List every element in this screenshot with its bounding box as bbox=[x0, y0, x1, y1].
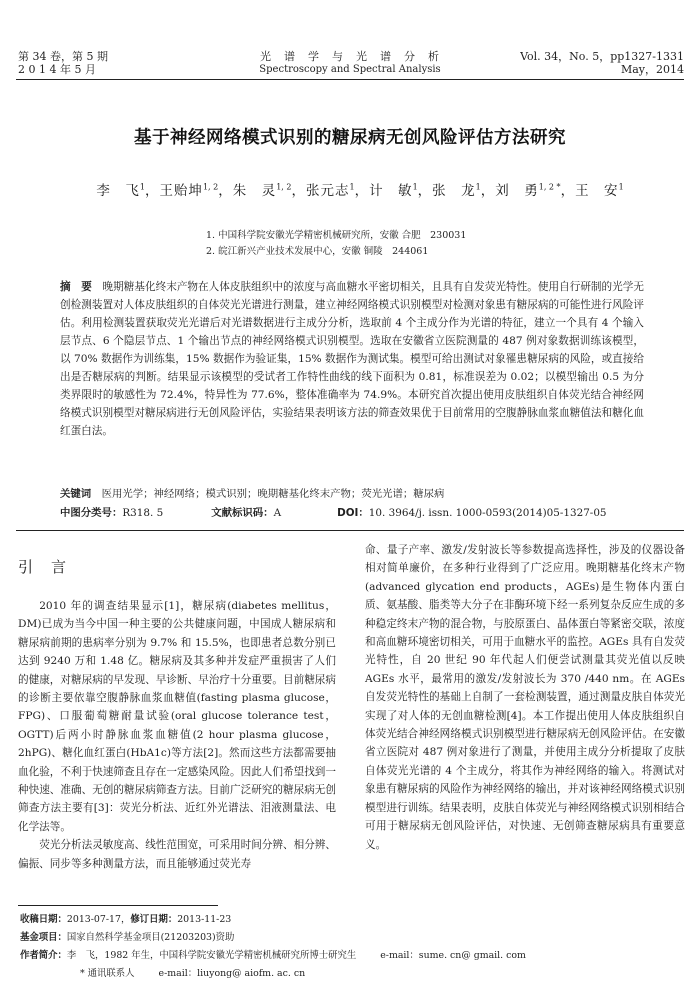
fund-value: 国家自然科学基金项目(21203203)资助 bbox=[66, 932, 235, 943]
keywords-text: 医用光学；神经网络；模式识别；晚期糖基化终末产物；荧光光谱；糖尿病 bbox=[101, 488, 445, 500]
header-rule bbox=[16, 79, 684, 80]
clc-value: R318. 5 bbox=[122, 507, 164, 519]
footnote-rule bbox=[18, 905, 218, 906]
author-list: 李 飞$^1$，王贻坤$^{1, 2}$，朱 灵$^{1, 2}$，张元志$^1$，计 敏$^1$，张 龙$^1$，刘 勇$^{1, 2 *}$，王 安$^1$ bbox=[96, 182, 624, 199]
footnote-corresponding bbox=[80, 965, 305, 979]
affiliation-2: 2. 皖江新兴产业技术发展中心，安徽 铜陵 244061 bbox=[206, 246, 429, 257]
bio-label: 作者简介： bbox=[20, 950, 67, 961]
footnote-dates bbox=[20, 911, 231, 925]
clc-label: 中图分类号： bbox=[60, 507, 123, 519]
doc-code-label: 文献标识码： bbox=[211, 507, 274, 519]
abstract-text: 晚期糖基化终末产物在人体皮肤组织中的浓度与高血糖水平密切相关，且具有自发荧光特性。使用自行研制的光学无创检测装置对人体皮肤组织的自体荧光光谱进行测量，建立神经网络模式识别模型对检测对象患有糖尿病的可能性进行风险评估。利用检测装置获取荧光光谱后对光谱数据进行主成分分析，选取前 4 个主成分作为光谱的特征，建立一个具有 4 个输入层节点、6 个隐层节点、1 个输出节点的神经网络模式识别模型。选取在安徽省立医院测量的 487 例对象数据训练该模型，以 70% 数据作为训练集，15% 数据作为验证集，15% 数据作为测试集。模型可给出测试对象罹患糖尿病的风险，或直接给出是否糖尿病的判断。结果显示该模型的受试者工作特性曲线的线下面积为 0.81，标准误差为 0.02；以模型输出 0.5 为分类界限时的敏感性为 72.4%，特异性为 77.6%，整体准确率为 74.9%。本研究首次提出使用皮肤组织自体荧光结合神经网络模式识别模型对糖尿病进行无创风险评估，实验结果表明该方法的筛查效果优于目前常用的空腹静脉血浆血糖值法和糖化血红蛋白法。 bbox=[60, 281, 645, 437]
journal-cn: 光 谱 学 与 光 谱 分 析 bbox=[260, 50, 440, 63]
fund-label: 基金项目： bbox=[20, 932, 67, 943]
keywords-label: 关键词 bbox=[60, 488, 92, 500]
abstract bbox=[60, 278, 644, 440]
bio-value: 李 飞，1982 年生，中国科学院安徽光学精密机械研究所博士研究生 bbox=[66, 950, 357, 961]
issue-en-volume: Vol. 34，No. 5，pp1327-1331 bbox=[520, 50, 684, 63]
issue-en-date: May，2014 bbox=[620, 63, 684, 76]
issue-cn-volume: 第 34 卷，第 5 期 bbox=[18, 50, 108, 63]
corresponding-email: e-mail：liuyong@ aiofm. ac. cn bbox=[158, 968, 306, 979]
journal-en: Spectroscopy and Spectral Analysis bbox=[259, 64, 441, 75]
author: 刘 勇$^{1, 2 *}$ bbox=[495, 182, 561, 199]
paper-title: 基于神经网络模式识别的糖尿病无创风险评估方法研究 bbox=[134, 128, 566, 148]
keywords bbox=[60, 485, 444, 500]
left-column bbox=[18, 597, 336, 873]
issue-en bbox=[520, 50, 684, 76]
bio-email: e-mail：sume. cn@ gmail. com bbox=[380, 950, 526, 961]
doi-label: DOI： bbox=[337, 507, 369, 519]
footnote-fund bbox=[20, 929, 234, 943]
doi-value: 10. 3964/j. issn. 1000-0593(2014)05-1327-05 bbox=[368, 507, 607, 519]
revised-value: 2013-11-23 bbox=[177, 914, 232, 925]
author: 计 敏$^1$ bbox=[369, 182, 418, 199]
right-column bbox=[365, 541, 685, 854]
received-value: 2013-07-17， bbox=[66, 914, 131, 925]
received-label: 收稿日期： bbox=[20, 914, 67, 925]
journal-name bbox=[200, 50, 500, 76]
revised-label: 修订日期： bbox=[130, 914, 178, 925]
intro-paragraph: 荧光分析法灵敏度高、线性范围宽，可采用时间分辨、相分辨、偏振、同步等多种测量方法，而且能够通过荧光寿 bbox=[18, 839, 336, 870]
author: 王 安$^1$ bbox=[575, 182, 624, 199]
corresponding-label: * 通讯联系人 bbox=[80, 968, 135, 979]
author: 王贻坤$^{1, 2}$ bbox=[159, 182, 219, 199]
intro-paragraph: 2010 年的调查结果显示[1]，糖尿病(diabetes mellitus，DM)已成为当今中国一种主要的公共健康问题，中国成人糖尿病和糖尿病前期的患病率分别为 9.7% 和 15.5%，也即患者总数分别已达到 9240 万和 1.48 亿。糖尿病及其多种并发症严重损害了人们的健康，对糖尿病的早发现、早诊断、早治疗十分重要。目前糖尿病的诊断主要依靠空腹静脉血浆血糖值(fasting plasma glucose，FPG)、口服葡萄糖耐量试验(oral glucose tolerance test，OGTT)后两小时静脉血浆血糖值(2 hour plasma glucose，2hPG)、糖化血红蛋白(HbA1c)等方法[2]。然而这些方法都需要抽血化验，不利于快速筛查且存在一定感染风险。因此人们希望找到一种快速、准确、无创的糖尿病筛查方法。目前广泛研究的糖尿病无创筛查方法主要有[3]：荧光分析法、近红外光谱法、泪液测量法、电化学法等。 bbox=[18, 600, 336, 833]
section-heading-introduction: 引言 bbox=[18, 558, 85, 576]
author: 张元志$^1$ bbox=[305, 182, 355, 199]
issue-cn bbox=[18, 50, 108, 76]
intro-paragraph: 命、量子产率、激发/发射波长等参数提高选择性，涉及的仪器设备相对简单廉价，在多种行业得到了广泛应用。晚期糖基化终末产物(advanced glycation end products，AGEs)是生物体内蛋白质、氨基酸、脂类等大分子在非酶环境下经一系列复杂反应生成的多种稳定终末产物的混合物，与胶原蛋白、晶体蛋白等紧密交联，浓度和高血糖环境密切相关，可用于血糖水平的监控。AGEs 具有自发荧光特性，自 20 世纪 90 年代起人们便尝试测量其荧光值以反映 AGEs 水平，最常用的激发/发射波长为 370 /440 nm。在 AGEs 自发荧光特性的基础上自制了一套检测装置，通过测量皮肤自体荧光实现了对人体的无创血糖检测[4]。本工作提出使用人体皮肤组织自体荧光结合神经网络模式识别模型进行糖尿病无创风险评估。在安徽省立医院对 487 例对象进行了测量，并使用主成分分析提取了皮肤自体荧光光谱的 4 个主成分，将其作为神经网络的输入。将测试对象患有糖尿病的风险作为神经网络的输出，并对该神经网络模式识别模型进行训练。结果表明，皮肤自体荧光与神经网络模式识别相结合可用于糖尿病无创风险评估，对快速、无创筛查糖尿病具有重要意义。 bbox=[365, 544, 685, 851]
author: 朱 灵$^{1, 2}$ bbox=[232, 182, 292, 199]
footnote-bio bbox=[20, 947, 526, 961]
abstract-label: 摘 要 bbox=[60, 281, 92, 293]
issue-cn-date: 2 0 1 4 年 5 月 bbox=[18, 63, 96, 76]
author: 李 飞$^1$ bbox=[96, 182, 145, 199]
affiliation-1: 1. 中国科学院安徽光学精密机械研究所，安徽 合肥 230031 bbox=[206, 230, 467, 241]
abstract-rule bbox=[16, 530, 684, 531]
classification bbox=[60, 504, 607, 519]
author: 张 龙$^1$ bbox=[432, 182, 481, 199]
doc-code-value: A bbox=[273, 507, 282, 519]
